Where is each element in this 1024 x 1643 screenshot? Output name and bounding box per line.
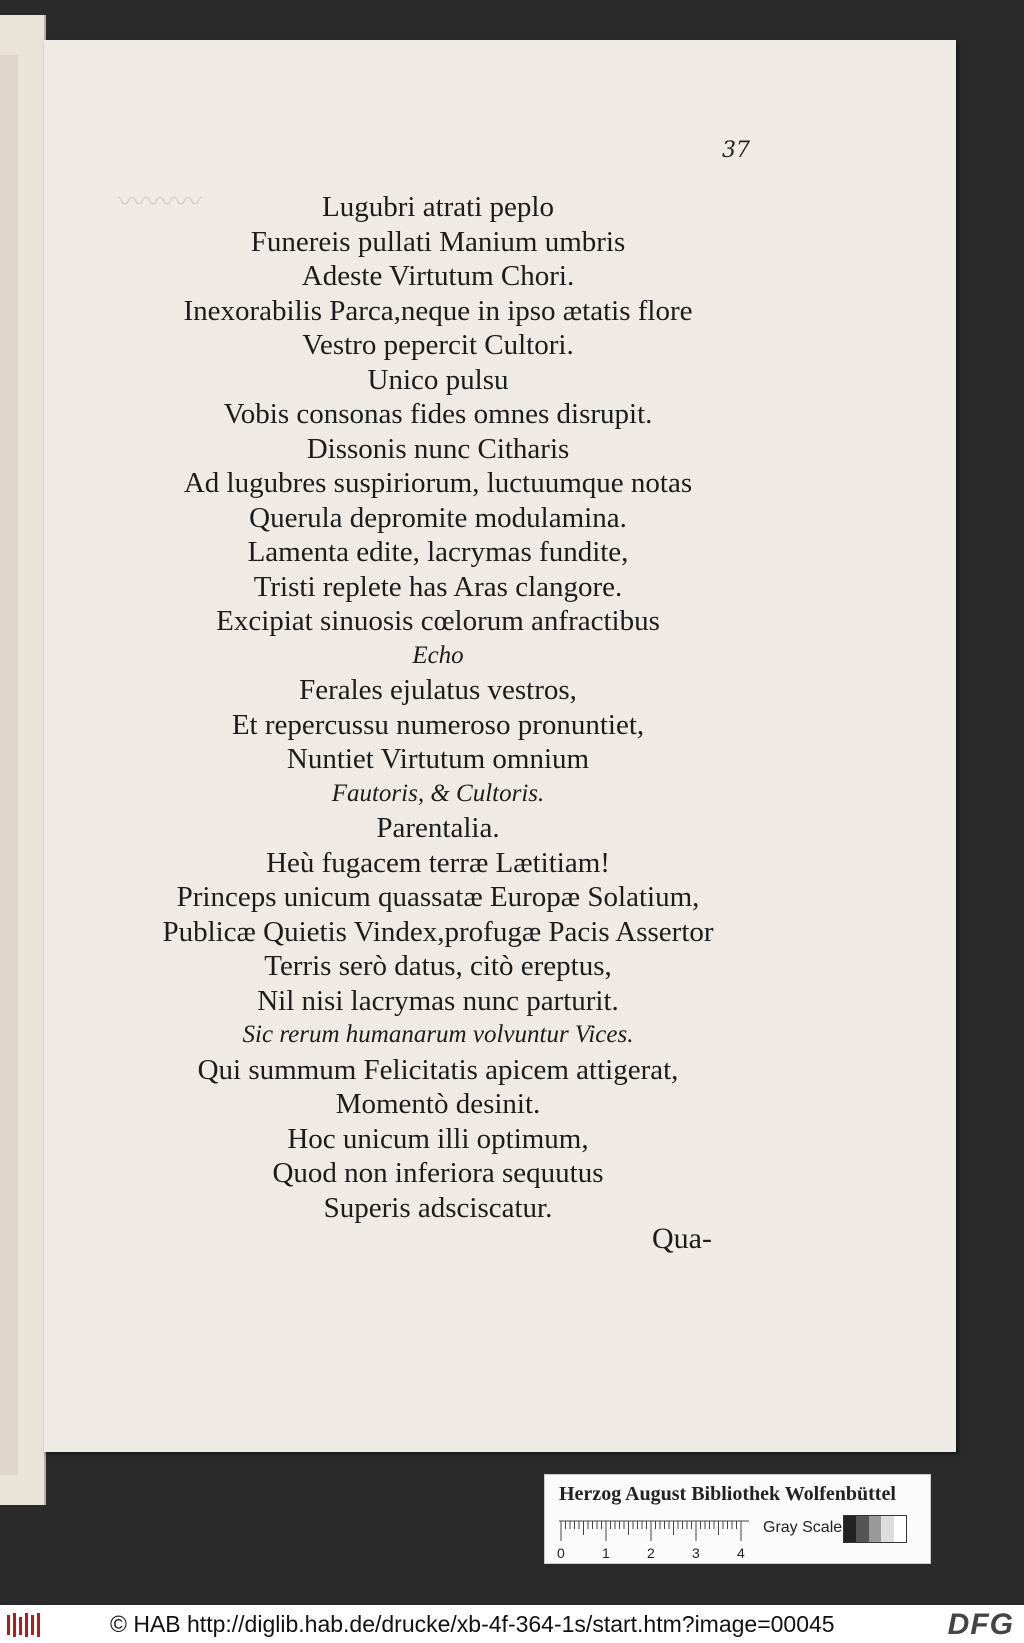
text-line: Adeste Virtutum Chori. (301, 260, 575, 292)
library-name: Herzog August Bibliothek Wolfenbüttel (559, 1483, 896, 1505)
ruler-label: 4 (737, 1545, 745, 1561)
text-line: Et repercussu numeroso pronuntiet, (231, 708, 645, 741)
footer-bar (0, 1605, 1024, 1643)
gray-swatch (869, 1516, 881, 1542)
text-line: Parentalia. (376, 812, 500, 844)
gray-swatch (881, 1516, 893, 1542)
page-number: 37 (722, 138, 750, 163)
text-line: Tristi replete has Aras clangore. (253, 570, 623, 603)
text-line: Superis adsciscatur. (323, 1191, 553, 1224)
ruler-label: 2 (647, 1545, 655, 1561)
gray-swatch (894, 1516, 906, 1542)
text-line: Funereis pullati Manium umbris (250, 225, 626, 258)
left-page-edge (0, 15, 46, 1505)
gray-swatch (844, 1516, 856, 1542)
text-line: Lamenta edite, lacrymas fundite, (247, 536, 629, 568)
text-line: Momentò desinit. (335, 1088, 541, 1120)
text-line: Unico pulsu (367, 363, 509, 396)
scale-ruler (559, 1517, 749, 1543)
left-page-inner-edge (0, 55, 18, 1475)
text-line: Nuntiet Virtutum omnium (286, 743, 590, 775)
copyright-link[interactable]: © HAB http://diglib.hab.de/drucke/xb-4f-364-1s/start.htm?image=00045 (110, 1611, 835, 1637)
gray-scale-swatches (843, 1515, 907, 1543)
hab-logo-icon (4, 1611, 46, 1639)
text-line: Fautoris, & Cultoris. (331, 779, 545, 807)
poem-text (118, 190, 758, 1225)
text-line: Qui summum Felicitatis apicem attigerat, (197, 1053, 679, 1086)
text-line: Echo (412, 641, 464, 669)
dfg-logo: DFG (947, 1608, 1014, 1641)
ruler-label: 0 (557, 1545, 565, 1561)
text-line: Dissonis nunc Citharis (306, 432, 570, 465)
text-line: Inexorabilis Parca,neque in ipso ætatis flore (183, 294, 693, 327)
gray-swatch (856, 1516, 868, 1542)
ruler-label: 1 (602, 1545, 610, 1561)
text-line: Hoc unicum illi optimum, (287, 1122, 589, 1155)
text-line: Heù fugacem terræ Lætitiam! (266, 846, 610, 879)
text-line: Querula depromite modulamina. (249, 501, 627, 534)
text-line: Vobis consonas fides omnes disrupit. (223, 398, 653, 430)
text-line: Vestro pepercit Cultori. (302, 329, 574, 361)
ruler-labels (557, 1545, 757, 1561)
text-line: Sic rerum humanarum volvuntur Vices. (242, 1021, 634, 1048)
catchword: Qua- (652, 1222, 712, 1255)
text-line: Princeps unicum quassatæ Europæ Solatium, (176, 881, 700, 913)
text-line: Lugubri atrati peplo (322, 191, 554, 223)
text-line: Nil nisi lacrymas nunc parturit. (257, 984, 619, 1017)
text-line: Terris serò datus, citò ereptus, (264, 950, 612, 982)
ruler-label: 3 (692, 1545, 700, 1561)
gray-scale-label: Gray Scale (763, 1519, 843, 1536)
text-line: Publicæ Quietis Vindex,profugæ Pacis Assertor (162, 915, 714, 948)
text-line: Excipiat sinuosis cœlorum anfractibus (216, 605, 660, 637)
text-line: Ferales ejulatus vestros, (299, 674, 577, 706)
text-line: Ad lugubres suspiriorum, luctuumque notas (183, 467, 693, 499)
text-line: Quod non inferiora sequutus (272, 1157, 604, 1189)
library-color-card (544, 1474, 931, 1564)
bleed-through-text: 〰〰〰 (118, 187, 203, 218)
